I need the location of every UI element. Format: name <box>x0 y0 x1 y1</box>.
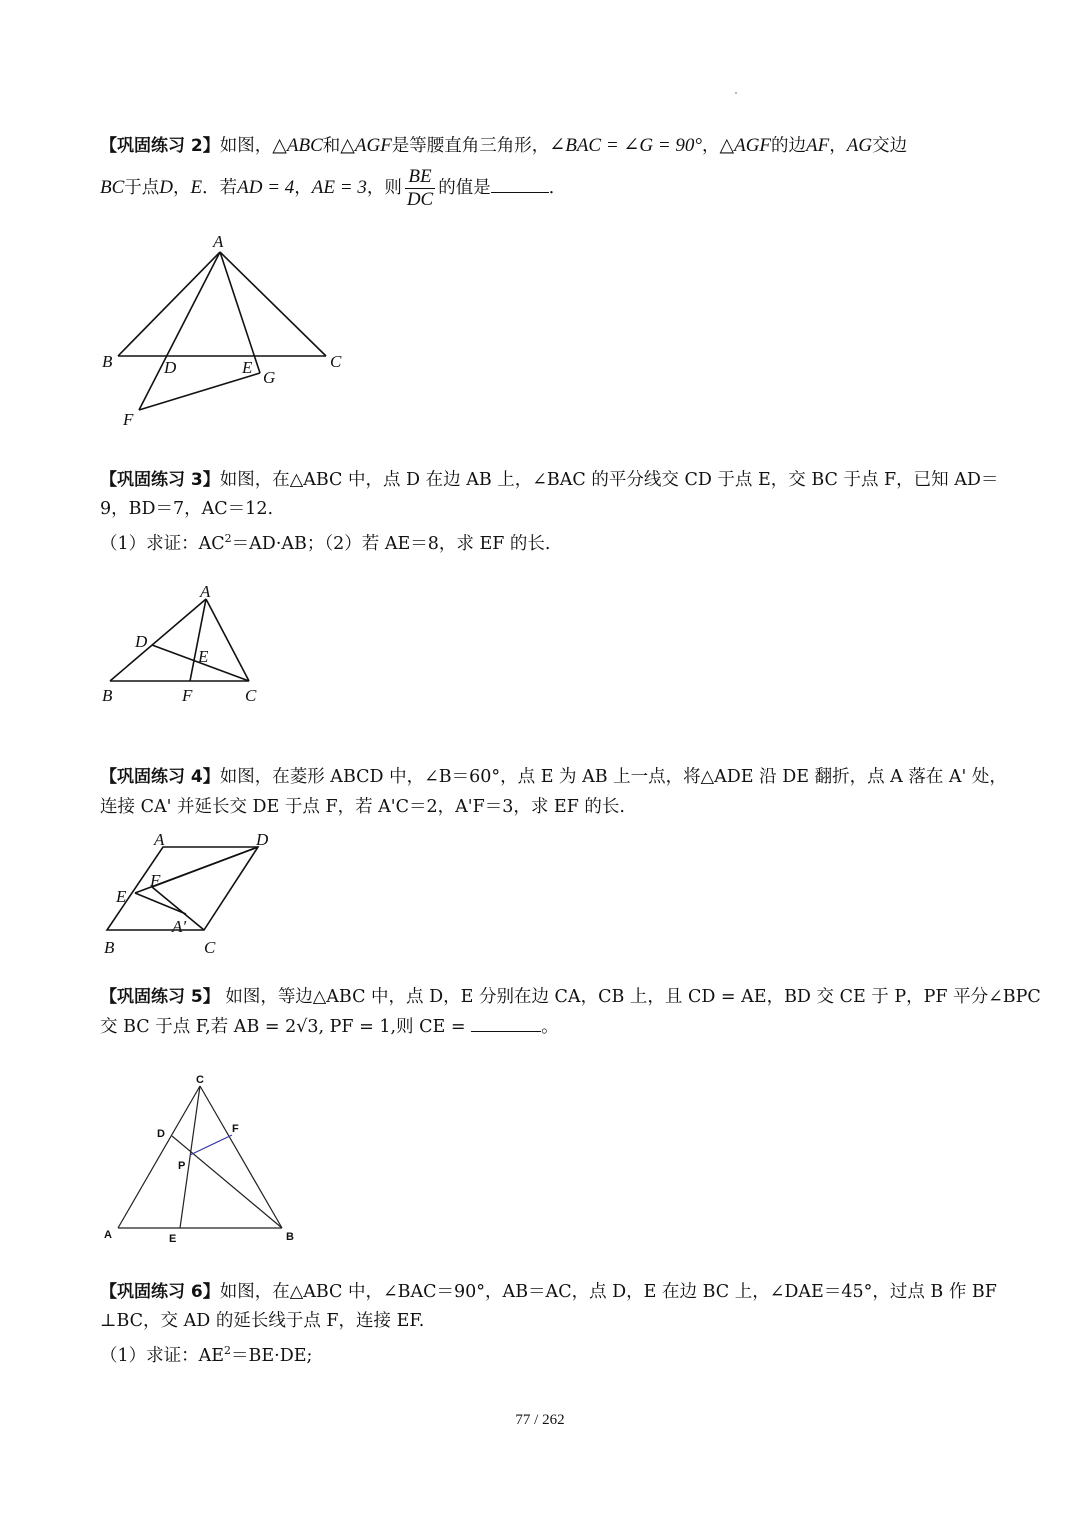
fraction-be-dc: $\frac{BE}{DC}$ <box>406 166 434 210</box>
page-number: 77 / 262 <box>515 1412 565 1428</box>
label-D: D <box>164 358 177 377</box>
label-D: D <box>135 632 148 651</box>
exercise-3-line-3: （1）求证：$AC^2=AD\cdot AB$；（2）若 AE＝8，求 EF 的长. <box>100 532 551 554</box>
label-F: F <box>182 686 193 705</box>
label-B: B <box>286 1231 294 1243</box>
label-C: C <box>204 938 216 957</box>
label-B: B <box>102 686 113 705</box>
label-F: F <box>232 1123 239 1135</box>
label-D: D <box>157 1128 165 1140</box>
exercise-2-line-2: BC于点D，E．若AD = 4，AE = 3，则 $\frac{BE}{DC}$ 的值是 ． <box>100 166 567 210</box>
exercise-4-line-2: 连接 CA' 并延长交 DE 于点 F，若 A'C＝2，A'F＝3，求 EF 的长. <box>100 797 625 817</box>
label-F: F <box>150 871 161 890</box>
label-F: F <box>123 410 134 429</box>
exercise-4-line-1: 【巩固练习 4】如图，在菱形 ABCD 中，∠B＝60°，点 E 为 AB 上一点，将△ADE 沿 DE 翻折，点 A 落在 A' 处， <box>100 767 1007 787</box>
exercise-2-line-1: 【巩固练习 2】如图，△ABC和△AGF是等腰直角三角形，∠BAC = ∠G = 90°，△AGF的边AF，AG交边 <box>100 135 908 156</box>
label-A: A <box>104 1229 112 1241</box>
exercise-6-line-2: ⊥BC，交 AD 的延长线于点 F，连接 EF. <box>100 1311 425 1331</box>
label-D: D <box>256 830 269 849</box>
label-E: E <box>198 647 209 666</box>
label-P: P <box>178 1160 186 1172</box>
exercise-3-line-2: 9，BD＝7，AC＝12. <box>100 499 274 519</box>
exercise-5-line-1: 【巩固练习 5】 如图，等边△ABC 中，点 D，E 分别在边 CA，CB 上，且 CD = AE，BD 交 CE 于 P，PF 平分∠BPC <box>100 987 1041 1007</box>
exercise-3-line-1: 【巩固练习 3】如图，在△ABC 中，点 D 在边 AB 上，∠BAC 的平分线交 CD 于点 E，交 BC 于点 F，已知 AD＝ <box>100 470 999 490</box>
label-E: E <box>169 1233 177 1245</box>
label-E: E <box>116 887 127 906</box>
label-B: B <box>102 352 113 371</box>
label-A-prime: A' <box>172 917 187 936</box>
label-A: A <box>154 830 165 849</box>
label-C: C <box>330 352 342 371</box>
label-C: C <box>196 1074 204 1086</box>
exercise-5-line-2: 交 BC 于点 F,若 AB = 2√3, PF = 1,则 CE = 。 <box>100 1012 985 1042</box>
label-E: E <box>242 358 253 377</box>
label-A: A <box>213 232 224 251</box>
exercise-6-line-3: （1）求证：$AE^2=BE\cdot DE$; <box>100 1344 313 1366</box>
exercise-6-line-1: 【巩固练习 6】如图，在△ABC 中，∠BAC＝90°，AB＝AC，点 D，E 在边 BC 上，∠DAE＝45°，过点 B 作 BF <box>100 1282 997 1302</box>
label-A: A <box>200 582 211 601</box>
label-C: C <box>245 686 257 705</box>
label-G: G <box>263 368 276 387</box>
label-B: B <box>104 938 115 957</box>
